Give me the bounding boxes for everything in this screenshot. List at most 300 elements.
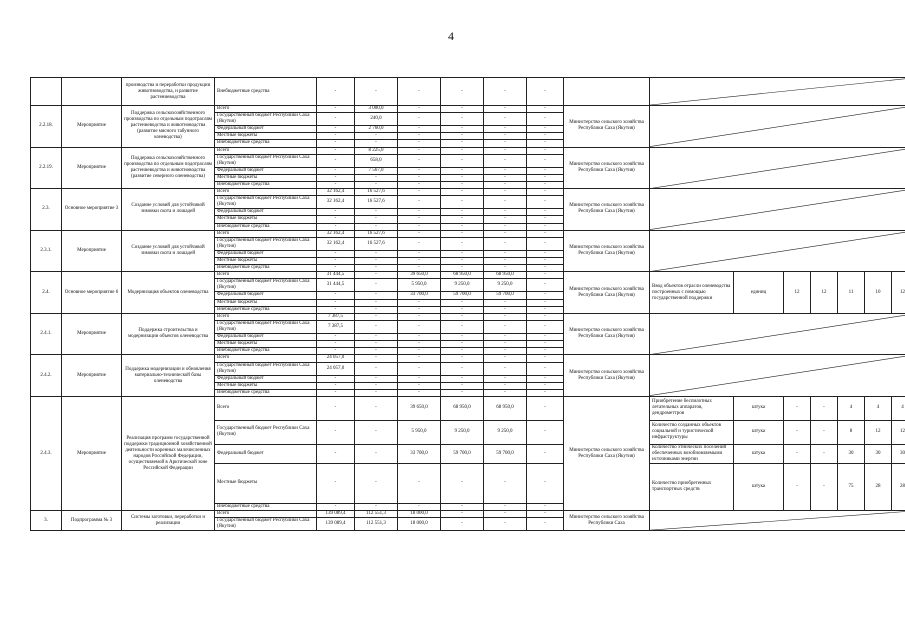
row-name: производства и переработки продукции животноводства, и развитие растениеводства (122, 78, 215, 106)
funding-source: Всего (215, 313, 317, 320)
funding-value: - (484, 375, 527, 382)
indicator-value: 8 (838, 420, 865, 444)
funding-value: - (441, 216, 484, 223)
funding-value: - (527, 230, 564, 237)
funding-value: - (355, 320, 398, 333)
funding-value: - (355, 396, 398, 420)
funding-value: - (317, 375, 355, 382)
funding-value: - (484, 78, 527, 106)
row-type: Мероприятие (62, 106, 122, 148)
funding-value: - (484, 147, 527, 154)
row-name: Поддержка строительства и модернизации объектов оленеводства (122, 313, 215, 355)
funding-value: - (317, 348, 355, 355)
funding-value: - (317, 463, 355, 503)
table-row (31, 189, 905, 196)
funding-value: - (441, 333, 484, 340)
funding-source: Внебюджетные средства (215, 181, 317, 188)
funding-value: - (527, 181, 564, 188)
funding-value: - (527, 257, 564, 264)
indicator-value: 12 (892, 420, 905, 444)
indicator-value: 4 (892, 396, 905, 420)
funding-value: - (527, 113, 564, 126)
funding-value: - (398, 320, 441, 333)
indicator-unit: единиц (734, 272, 784, 314)
row-code: 2.4.2. (31, 355, 62, 397)
responsible-executor: Министерство сельского хозяйства Республики Саха (564, 511, 650, 531)
indicator-value: 12 (784, 272, 811, 314)
funding-value: - (441, 463, 484, 503)
funding-value: - (398, 237, 441, 250)
funding-value: - (484, 154, 527, 167)
funding-value: - (527, 167, 564, 174)
funding-value: - (317, 216, 355, 223)
funding-value: - (527, 299, 564, 306)
page-number: 4 (448, 29, 454, 43)
funding-value: - (317, 444, 355, 463)
funding-value: - (398, 209, 441, 216)
funding-value: - (398, 113, 441, 126)
funding-source: Государственный бюджет Республики Саха (Якутия) (215, 196, 317, 209)
funding-value: - (317, 382, 355, 389)
funding-value: - (527, 133, 564, 140)
funding-value: 16 527,6 (355, 230, 398, 237)
funding-value: 68 950,0 (441, 272, 484, 279)
funding-value: - (317, 223, 355, 230)
row-name: Реализация программ государственной поддержки традиционной хозяйственной деятельности коренных малочисленных народов Российской Федерации, осуществляемой в Арктической зоне Российской Федерации (122, 396, 215, 510)
funding-value: 5 950,0 (398, 420, 441, 444)
funding-value: - (527, 382, 564, 389)
table-row (31, 313, 905, 320)
funding-source: Местные бюджеты (215, 299, 317, 306)
funding-value: - (355, 140, 398, 147)
funding-value: 32 162,4 (317, 189, 355, 196)
funding-source: Всего (215, 511, 317, 518)
funding-value: - (484, 230, 527, 237)
funding-value: - (484, 113, 527, 126)
funding-value: - (484, 237, 527, 250)
responsible-executor: Министерство сельского хозяйства Республики Саха (Якутия) (564, 355, 650, 397)
funding-value: - (398, 167, 441, 174)
funding-value: 658,0 (355, 154, 398, 167)
funding-source: Местные бюджеты (215, 216, 317, 223)
indicator-value: 28 (865, 463, 892, 510)
funding-value: 59 700,0 (484, 292, 527, 299)
funding-value: - (527, 140, 564, 147)
funding-value: - (527, 444, 564, 463)
funding-value: - (527, 209, 564, 216)
funding-value: - (355, 250, 398, 257)
table-row (31, 230, 905, 237)
funding-value: - (527, 333, 564, 340)
funding-value: - (527, 306, 564, 313)
funding-value: 9 250,0 (484, 279, 527, 292)
funding-value: - (398, 355, 441, 362)
funding-value: - (355, 389, 398, 396)
indicator-value: - (784, 444, 811, 463)
funding-source: Местные бюджеты (215, 257, 317, 264)
funding-value: - (398, 341, 441, 348)
indicator-value: 30 (865, 444, 892, 463)
funding-value: - (398, 174, 441, 181)
funding-value: - (527, 396, 564, 420)
funding-value: - (355, 292, 398, 299)
funding-value: - (527, 420, 564, 444)
funding-value: - (441, 503, 484, 510)
funding-value: - (398, 133, 441, 140)
empty-indicator-cell (650, 230, 905, 272)
funding-source: Внебюджетные средства (215, 306, 317, 313)
funding-value: - (355, 257, 398, 264)
funding-value: 18 000,0 (398, 511, 441, 518)
funding-value: - (441, 511, 484, 518)
funding-value: - (527, 355, 564, 362)
funding-source: Местные бюджеты (215, 341, 317, 348)
funding-value: - (527, 196, 564, 209)
funding-value: - (398, 265, 441, 272)
indicator-value: - (784, 420, 811, 444)
funding-value: 59 700,0 (441, 444, 484, 463)
funding-value: - (317, 106, 355, 113)
funding-value: 31 444,5 (317, 272, 355, 279)
funding-value: - (355, 333, 398, 340)
funding-value: - (355, 444, 398, 463)
funding-value: 39 650,0 (398, 272, 441, 279)
funding-value: - (441, 154, 484, 167)
indicator-name: Количество приобретенных транспортных средств (650, 463, 734, 510)
empty-indicator-cell (650, 106, 905, 148)
program-table (30, 77, 905, 531)
row-name: Модернизация объектов оленеводства (122, 272, 215, 314)
funding-source: Федеральный бюджет (215, 333, 317, 340)
funding-value: - (527, 292, 564, 299)
funding-value: 68 950,0 (484, 272, 527, 279)
indicator-name: Приобретение беспилотных летательных аппаратов, дендрометтров (650, 396, 734, 420)
funding-value: 9 250,0 (441, 279, 484, 292)
funding-value: - (484, 133, 527, 140)
funding-source: Всего (215, 396, 317, 420)
funding-value: 59 700,0 (484, 444, 527, 463)
table-row (31, 272, 905, 279)
indicator-value: 4 (865, 396, 892, 420)
row-type: Мероприятие (62, 230, 122, 272)
funding-value: - (398, 382, 441, 389)
funding-value: 9 250,0 (484, 420, 527, 444)
funding-value: 139 089,4 (317, 518, 355, 531)
funding-source: Федеральный бюджет (215, 444, 317, 463)
funding-value: 9 250,0 (441, 420, 484, 444)
funding-value: - (441, 237, 484, 250)
funding-value: - (441, 320, 484, 333)
funding-value: - (527, 106, 564, 113)
funding-value: - (484, 341, 527, 348)
funding-value: - (317, 420, 355, 444)
funding-value: - (398, 313, 441, 320)
funding-value: - (398, 503, 441, 510)
funding-value: 68 950,0 (484, 396, 527, 420)
funding-value: - (398, 181, 441, 188)
row-code: 3. (31, 511, 62, 531)
funding-value: - (484, 355, 527, 362)
funding-source: Всего (215, 147, 317, 154)
funding-source: Всего (215, 189, 317, 196)
funding-source: Государственный бюджет Республики Саха (Якутия) (215, 154, 317, 167)
funding-value: - (527, 272, 564, 279)
funding-value: - (484, 313, 527, 320)
funding-value: - (441, 223, 484, 230)
funding-value: - (484, 518, 527, 531)
row-type (62, 78, 122, 106)
funding-value: - (441, 126, 484, 133)
funding-value: - (398, 230, 441, 237)
funding-value: - (317, 250, 355, 257)
funding-value: - (355, 306, 398, 313)
funding-value: - (441, 313, 484, 320)
indicator-value: 12 (811, 272, 838, 314)
funding-value: - (484, 174, 527, 181)
row-type: Основное мероприятие 3 (62, 189, 122, 231)
funding-value: - (398, 154, 441, 167)
funding-source: Внебюджетные средства (215, 503, 317, 510)
funding-value: 33 700,0 (398, 444, 441, 463)
empty-indicator-cell (650, 78, 905, 106)
funding-value: - (484, 333, 527, 340)
funding-value: 3 000,0 (355, 106, 398, 113)
funding-source: Федеральный бюджет (215, 126, 317, 133)
funding-source: Внебюджетные средства (215, 389, 317, 396)
funding-source: Федеральный бюджет (215, 292, 317, 299)
table-row (31, 78, 905, 106)
funding-value: 7 567,0 (355, 167, 398, 174)
funding-value: - (355, 348, 398, 355)
funding-value: - (484, 140, 527, 147)
funding-value: 33 700,0 (398, 292, 441, 299)
row-code (31, 78, 62, 106)
funding-source: Государственный бюджет Республики Саха (Якутия) (215, 320, 317, 333)
funding-value: - (484, 463, 527, 503)
funding-value: - (527, 518, 564, 531)
funding-value: - (441, 140, 484, 147)
row-name: Поддержка модернизации и обновления материально-технической базы оленеводства (122, 355, 215, 397)
funding-value: - (527, 389, 564, 396)
funding-source: Федеральный бюджет (215, 375, 317, 382)
funding-value: - (441, 196, 484, 209)
row-name: Системы заготовки, переработки и реализации (122, 511, 215, 531)
responsible-executor: Министерство сельского хозяйства Республики Саха (Якутия) (564, 396, 650, 510)
indicator-value: 28 (892, 463, 905, 510)
funding-value: - (527, 147, 564, 154)
funding-value: - (484, 306, 527, 313)
empty-indicator-cell (650, 355, 905, 397)
funding-value: - (317, 292, 355, 299)
row-code: 2.4.1. (31, 313, 62, 355)
funding-value: - (441, 306, 484, 313)
funding-value: - (355, 78, 398, 106)
table-row (31, 147, 905, 154)
funding-value: - (317, 209, 355, 216)
responsible-executor: Министерство сельского хозяйства Республики Саха (Якутия) (564, 189, 650, 231)
row-type: Мероприятие (62, 355, 122, 397)
funding-value: - (441, 362, 484, 375)
funding-value: - (355, 355, 398, 362)
funding-value: - (441, 174, 484, 181)
row-name: Поддержка сельскохозяйственного производства по отдельным подотраслям растениеводства и животноводства (развитие мясного табунного коневодства) (122, 106, 215, 148)
funding-value: - (527, 375, 564, 382)
funding-value: - (317, 181, 355, 188)
indicator-value: - (811, 420, 838, 444)
funding-value: 7 387,5 (317, 313, 355, 320)
indicator-value: 12 (892, 272, 905, 314)
indicator-value: 30 (892, 444, 905, 463)
funding-value: 112 551,3 (355, 511, 398, 518)
funding-value: - (527, 216, 564, 223)
row-code: 2.2.19. (31, 147, 62, 189)
funding-source: Федеральный бюджет (215, 209, 317, 216)
funding-value: - (441, 389, 484, 396)
funding-source: Внебюджетные средства (215, 348, 317, 355)
funding-value: - (441, 265, 484, 272)
funding-source: Федеральный бюджет (215, 250, 317, 257)
funding-value: - (317, 140, 355, 147)
funding-source: Государственный бюджет Республики Саха (Якутия) (215, 420, 317, 444)
funding-value: - (355, 382, 398, 389)
funding-source: Всего (215, 230, 317, 237)
funding-value: - (317, 133, 355, 140)
funding-value: - (441, 181, 484, 188)
funding-value: - (441, 518, 484, 531)
funding-value: - (355, 299, 398, 306)
indicator-value: - (811, 396, 838, 420)
table-row (31, 396, 905, 420)
funding-value: - (317, 333, 355, 340)
empty-indicator-cell (650, 147, 905, 189)
funding-value: - (484, 257, 527, 264)
funding-value: - (317, 341, 355, 348)
table-row (31, 355, 905, 362)
funding-value: 24 057,0 (317, 362, 355, 375)
funding-value: - (441, 209, 484, 216)
empty-indicator-cell (650, 511, 905, 531)
funding-value: 7 387,5 (317, 320, 355, 333)
funding-value: - (527, 189, 564, 196)
funding-value: - (527, 126, 564, 133)
funding-value: - (484, 503, 527, 510)
responsible-executor: Министерство сельского хозяйства Республики Саха (Якутия) (564, 230, 650, 272)
row-name: Создание условий для устойчивой зимовки скота и лошадей (122, 189, 215, 231)
funding-value: - (441, 78, 484, 106)
funding-source: Местные бюджеты (215, 133, 317, 140)
funding-value: - (355, 223, 398, 230)
funding-value: - (527, 279, 564, 292)
funding-value: - (527, 265, 564, 272)
indicator-name: Количество созданных объектов социальной и туристической инфраструктуры (650, 420, 734, 444)
funding-value: - (398, 223, 441, 230)
row-code: 2.3. (31, 189, 62, 231)
funding-value: - (441, 355, 484, 362)
funding-value: 16 527,6 (355, 189, 398, 196)
indicator-value: 10 (865, 272, 892, 314)
responsible-executor: Министерство сельского хозяйства Республики Саха (Якутия) (564, 147, 650, 189)
funding-value: - (527, 250, 564, 257)
funding-source: Внебюджетные средства (215, 223, 317, 230)
funding-value: - (484, 348, 527, 355)
responsible-executor: Министерство сельского хозяйства Республики Саха (Якутия) (564, 106, 650, 148)
funding-value: - (398, 362, 441, 375)
funding-value: - (527, 362, 564, 375)
funding-value: - (317, 126, 355, 133)
funding-value: - (398, 140, 441, 147)
funding-value: - (398, 250, 441, 257)
indicator-unit: штука (734, 396, 784, 420)
funding-value: - (355, 209, 398, 216)
funding-value: 32 162,4 (317, 230, 355, 237)
funding-value: - (441, 230, 484, 237)
funding-value: - (398, 126, 441, 133)
funding-value: - (355, 341, 398, 348)
indicator-value: - (784, 396, 811, 420)
funding-value: - (441, 113, 484, 126)
funding-value: - (441, 189, 484, 196)
funding-value: - (355, 313, 398, 320)
row-code: 2.4. (31, 272, 62, 314)
funding-value: - (484, 511, 527, 518)
indicator-value: 11 (838, 272, 865, 314)
funding-value: - (441, 250, 484, 257)
funding-source: Государственный бюджет Республики Саха (Якутия) (215, 362, 317, 375)
funding-value: - (355, 272, 398, 279)
table-row (31, 106, 905, 113)
funding-value: - (484, 126, 527, 133)
indicator-unit: штука (734, 444, 784, 463)
funding-value: - (441, 375, 484, 382)
funding-value: 112 551,3 (355, 518, 398, 531)
funding-value: - (317, 257, 355, 264)
funding-value: - (317, 174, 355, 181)
indicator-value: 12 (865, 420, 892, 444)
funding-value: - (484, 382, 527, 389)
row-type: Мероприятие (62, 396, 122, 510)
funding-value: 240,0 (355, 113, 398, 126)
funding-value: - (398, 306, 441, 313)
funding-value: - (441, 106, 484, 113)
funding-value: - (527, 154, 564, 167)
funding-value: - (527, 503, 564, 510)
funding-value: - (355, 279, 398, 292)
funding-value: 2 760,0 (355, 126, 398, 133)
funding-value: - (355, 375, 398, 382)
funding-value: 31 444,5 (317, 279, 355, 292)
funding-value: - (441, 348, 484, 355)
funding-source: Всего (215, 272, 317, 279)
row-type: Основное мероприятие 6 (62, 272, 122, 314)
indicator-value: 4 (838, 396, 865, 420)
funding-value: - (317, 78, 355, 106)
row-code: 2.2.18. (31, 106, 62, 148)
funding-value: - (317, 154, 355, 167)
funding-value: - (484, 389, 527, 396)
funding-value: - (484, 362, 527, 375)
funding-value: - (527, 463, 564, 503)
funding-value: - (441, 147, 484, 154)
funding-value: - (484, 196, 527, 209)
funding-value: - (484, 320, 527, 333)
funding-value: - (527, 223, 564, 230)
row-type: Мероприятие (62, 147, 122, 189)
funding-value: - (398, 147, 441, 154)
funding-value: 32 162,4 (317, 237, 355, 250)
funding-value: - (317, 396, 355, 420)
funding-value: - (527, 313, 564, 320)
responsible-executor (564, 78, 650, 106)
